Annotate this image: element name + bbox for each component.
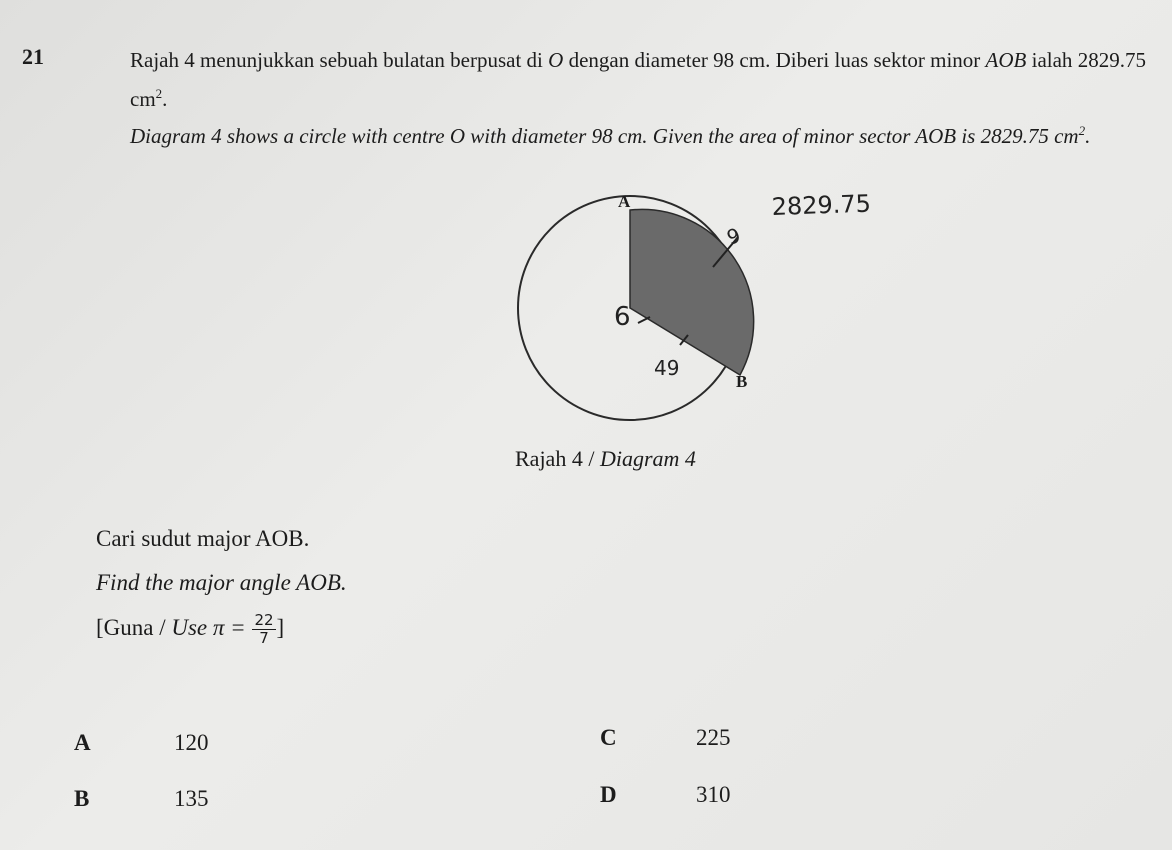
stem-malay-centre: O <box>548 48 564 72</box>
option-d-value: 310 <box>696 782 731 807</box>
hint-close: ] <box>276 614 285 640</box>
option-b-value: 135 <box>174 786 209 811</box>
stem-malay-prefix: Rajah 4 menunjukkan sebuah bulatan berpusat di <box>130 48 543 72</box>
caption-malay: Rajah 4 <box>515 446 583 471</box>
hint-denominator: 7 <box>259 629 269 647</box>
hint-open: [Guna / <box>96 614 166 640</box>
caption-separator: / <box>588 446 595 471</box>
question-number: 21 <box>22 44 44 69</box>
hint-numerator: 22 <box>254 611 274 629</box>
handwritten-tick-centre <box>638 317 650 323</box>
stem-malay-suffix: ialah <box>1031 48 1073 72</box>
option-c-letter: C <box>600 725 617 750</box>
option-d-letter: D <box>600 782 617 807</box>
stem-malay-sector: AOB <box>985 48 1027 72</box>
handwritten-radius: 49 <box>654 356 680 380</box>
stem-malay-mid: dengan diameter 98 cm. Diberi luas sektor minor <box>568 48 981 72</box>
option-c-value: 225 <box>696 725 731 750</box>
hint-pi: π = <box>212 614 246 640</box>
stem-english-area: 2829.75 $cm^2$. <box>980 123 1091 148</box>
hint-use: Use <box>171 614 208 640</box>
handwritten-area: 2829.75 <box>771 189 872 221</box>
stem-english-text: Diagram 4 shows a circle with centre O with diameter 98 cm. Given the area of minor sector AOB is <box>130 124 976 148</box>
stem-malay-area: 2829.75 $cm^2$. <box>130 48 1146 111</box>
circle-diagram <box>500 185 900 435</box>
hint-fraction <box>252 612 275 647</box>
option-b-letter: B <box>74 786 90 811</box>
handwritten-mark-top: 9 <box>723 222 744 250</box>
handwritten-mark-centre: 6 <box>614 302 631 332</box>
label-a: A <box>618 192 631 211</box>
question-stem-english <box>130 114 1150 153</box>
option-a-value: 120 <box>174 730 209 755</box>
option-a-letter: A <box>74 730 91 755</box>
caption-english: Diagram 4 <box>599 446 696 471</box>
ask-english: Find the major angle AOB. <box>96 570 347 595</box>
ask-malay: Cari sudut major AOB. <box>96 526 310 551</box>
label-b: B <box>736 372 748 391</box>
question-stem-malay <box>130 44 1150 116</box>
diagram-caption <box>515 446 696 472</box>
pi-hint <box>96 612 284 647</box>
